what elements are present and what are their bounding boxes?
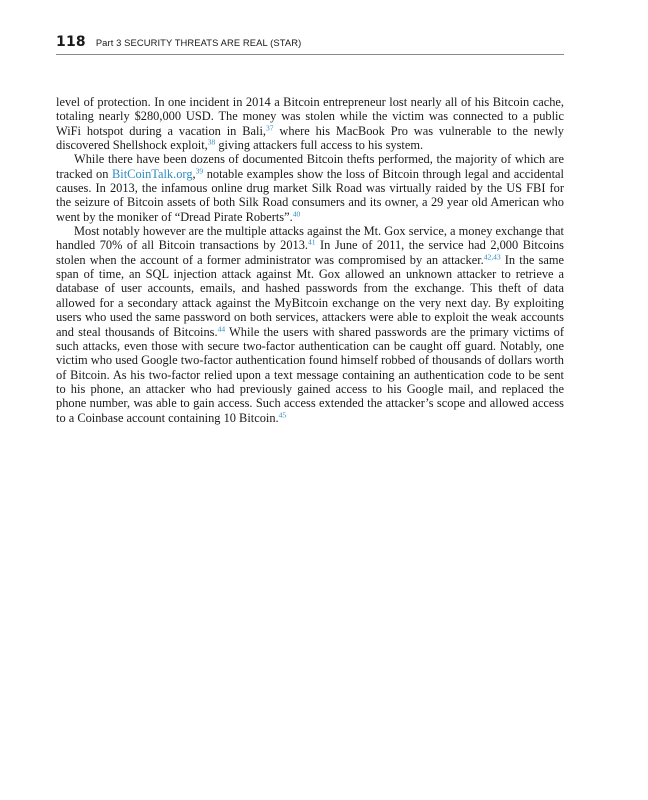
running-head: Part 3 SECURITY THREATS ARE REAL (STAR) bbox=[95, 37, 302, 48]
text-run: , bbox=[192, 166, 196, 181]
text-run: giving attackers full access to his system. bbox=[215, 138, 424, 153]
footnote-ref[interactable]: 38 bbox=[207, 137, 216, 147]
body-text bbox=[56, 95, 564, 425]
footnote-ref[interactable]: 44 bbox=[217, 324, 226, 333]
footnote-ref[interactable]: 37 bbox=[266, 123, 274, 133]
page-number: 118 bbox=[56, 34, 86, 50]
inline-link[interactable]: BitCoinTalk.org bbox=[112, 166, 193, 181]
text-run: In the same span of time, an SQL injection attack against Mt. Gox allowed an unknown attacker to retrieve a database of user accounts, emails, and hashed passwords from the exchange. This theft of data allowed for a secondary attack against the MyBitcoin exchange on the very next day. By exploiting users who used the same password on both services, attackers were able to exploit the weak accounts and steal thousands of Bitcoins. bbox=[56, 252, 564, 339]
text-run: While the users with shared passwords are the primary victims of such attacks, even those with secure two-factor authentication can be caught off guard. Notably, one victim who used Google two-factor authentication found himself robbed of thousands of dollars worth of Bitcoin. As his two-factor relied upon a text message containing an authentication code to be sent to his phone, an attacker who had previously gained access to his Google mail, and replaced the phone number, was able to gain access. Such access extended the attacker’s scope and allowed access to a Coinbase account containing 10 Bitcoin. bbox=[56, 324, 564, 425]
footnote-ref[interactable]: 40 bbox=[292, 209, 301, 219]
text-run: where his MacBook Pro was vulnerable to the newly discovered Shellshock exploit, bbox=[56, 123, 564, 153]
text-run: While there have been dozens of documented Bitcoin thefts performed, the majority of which are tracked on bbox=[56, 152, 564, 181]
footnote-ref[interactable]: 41 bbox=[308, 237, 316, 247]
paragraph bbox=[56, 95, 564, 152]
footnote-ref[interactable]: 39 bbox=[195, 166, 204, 176]
paragraph bbox=[56, 152, 564, 224]
paragraph bbox=[56, 224, 564, 425]
footnote-ref[interactable]: 42,43 bbox=[483, 252, 501, 262]
text-run: level of protection. In one incident in 2014 a Bitcoin entrepreneur lost nearly all of his Bitcoin cache, totaling nearly $280,000 USD. The money was stolen while the victim was connected to a public WiFi hotspot during a vacation in Bali, bbox=[56, 95, 564, 138]
footnote-ref[interactable]: 45 bbox=[278, 410, 287, 420]
page-header bbox=[56, 34, 564, 55]
text-run: In June of 2011, the service had 2,000 Bitcoins stolen when the account of a former administrator was compromised by an attacker. bbox=[56, 238, 564, 267]
text-run: Most notably however are the multiple attacks against the Mt. Gox service, a money exchange that handled 70% of all Bitcoin transactions by 2013. bbox=[56, 224, 564, 253]
text-run: notable examples show the loss of Bitcoin through legal and accidental causes. In 2013, the infamous online drug market Silk Road was virtually raided by the US FBI for the seizure of Bitcoin assets of both Silk Road consumers and its owner, a 29 year old American who went by the moniker of “Dread Pirate Roberts”. bbox=[56, 166, 564, 224]
